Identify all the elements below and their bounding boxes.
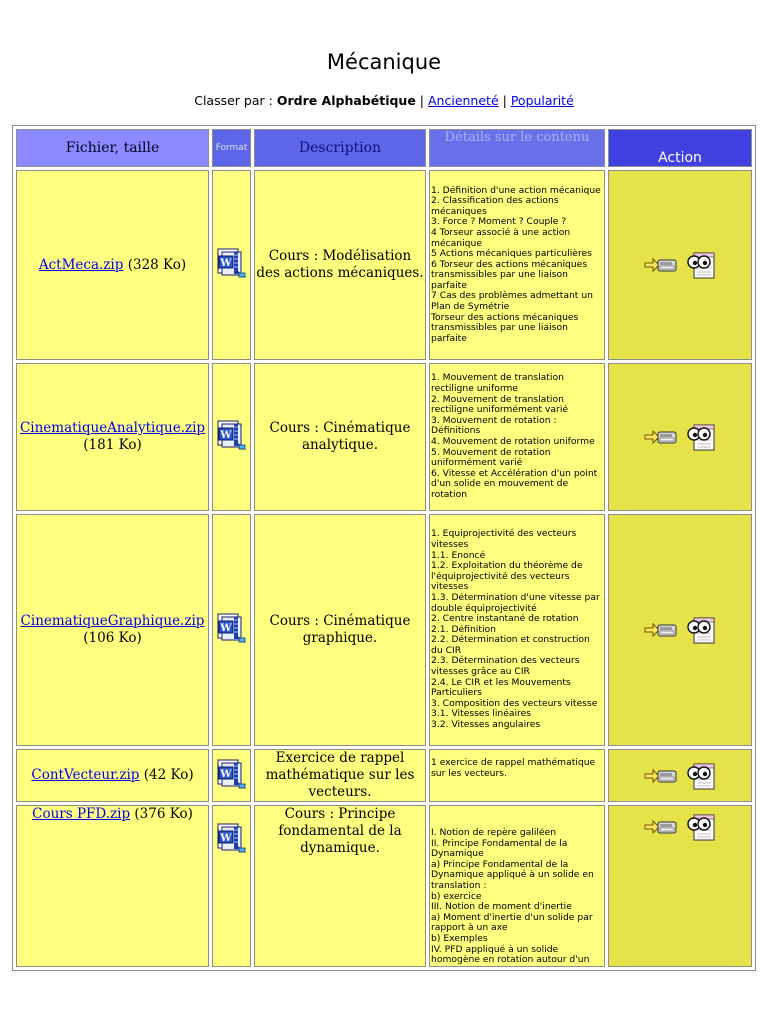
header-action: Action	[608, 129, 752, 167]
description-cell: Cours : Modélisation des actions mécaniques.	[254, 170, 426, 360]
details-cell	[429, 749, 605, 802]
action-cell	[608, 363, 752, 511]
download-icon[interactable]	[644, 426, 678, 448]
table-row	[16, 749, 752, 802]
action-cell	[608, 514, 752, 746]
format-cell	[212, 363, 251, 511]
header-format: Format	[212, 129, 251, 167]
sort-link-popularite[interactable]: Popularité	[510, 93, 574, 108]
sort-bar	[0, 93, 768, 108]
word-zip-icon[interactable]	[217, 247, 247, 279]
details-cell	[429, 170, 605, 360]
sort-prefix: Classer par :	[194, 93, 273, 108]
file-cell	[16, 363, 209, 511]
file-link[interactable]: ActMeca.zip	[38, 256, 124, 273]
file-size: (181 Ko)	[83, 437, 142, 453]
file-size: (42 Ko)	[143, 767, 194, 783]
details-cell	[429, 514, 605, 746]
details-text: I. Notion de repère galiléen II. Principe Fondamental de la Dynamique a) Principe Fondamental de la Dynamique appliqué à un solide en translation : b) exercice III. Notion de moment d'inertie a) Moment d'inertie d'un solide par rapport à un axe b) Exemples IV. PFD appliqué à un solide homogène en rotation autour d'un	[431, 827, 594, 966]
details-text: 1 exercice de rappel mathématique sur les vecteurs.	[431, 757, 596, 779]
download-icon[interactable]	[644, 816, 678, 838]
download-icon[interactable]	[644, 254, 678, 276]
details-cell	[429, 363, 605, 511]
action-cell	[608, 170, 752, 360]
details-cell	[429, 805, 605, 967]
files-table	[12, 125, 756, 971]
sort-current: Ordre Alphabétique	[276, 93, 416, 108]
download-icon[interactable]	[644, 765, 678, 787]
format-cell	[212, 805, 251, 967]
file-size: (106 Ko)	[83, 630, 142, 646]
table-row	[16, 363, 752, 511]
view-icon[interactable]	[686, 761, 716, 791]
description-cell: Cours : Cinématique graphique.	[254, 514, 426, 746]
description-cell: Cours : Principe fondamental de la dynamique.	[254, 805, 426, 967]
view-icon[interactable]	[686, 422, 716, 452]
header-details: Détails sur le contenu	[429, 129, 605, 167]
file-link[interactable]: Cours PFD.zip	[32, 806, 131, 822]
file-cell	[16, 170, 209, 360]
description-cell: Exercice de rappel mathématique sur les vecteurs.	[254, 749, 426, 802]
details-text: 1. Définition d'une action mécanique 2. Classification des actions mécaniques 3. Force ? Moment ? Couple ? 4 Torseur associé à une action mécanique 5 Actions mécaniques particulières 6 Torseur des actions mécaniques transmissibles par une liaison parfaite 7 Cas des problèmes admettant un Plan de Symétrie Torseur des actions mécaniques transmissibles par une liaison parfaite	[431, 184, 601, 344]
download-icon[interactable]	[644, 619, 678, 641]
view-icon[interactable]	[686, 615, 716, 645]
file-link[interactable]: CinematiqueGraphique.zip	[20, 613, 205, 629]
file-size: (328 Ko)	[127, 256, 187, 273]
format-cell	[212, 749, 251, 802]
file-cell	[16, 514, 209, 746]
file-link[interactable]: CinematiqueAnalytique.zip	[19, 420, 206, 436]
table-row	[16, 170, 752, 360]
file-cell	[16, 805, 209, 967]
header-file: Fichier, taille	[16, 129, 209, 167]
view-icon[interactable]	[686, 812, 716, 842]
word-zip-icon[interactable]	[217, 612, 247, 644]
table-header-row	[16, 129, 752, 167]
page-title: Mécanique	[326, 50, 442, 74]
format-cell	[212, 170, 251, 360]
details-text: 1. Equiprojectivité des vecteurs vitesses 1.1. Enoncé 1.2. Exploitation du théorème de l'équiprojectivité des vecteurs vitesses 1.3. Détermination d'une vitesse par double équiprojectivité 2. Centre instantané de rotation 2.1. Définition 2.2. Détermination et construction du CIR 2.3. Détermination des vecteurs vitesses grâce au CIR 2.4. Le CIR et les Mouvements Particuliers 3. Composition des vecteurs vitesse 3.1. Vitesses linéaires 3.2. Vitesses angulaires	[431, 528, 600, 731]
file-cell	[16, 749, 209, 802]
header-description: Description	[254, 129, 426, 167]
sort-separator: |	[502, 93, 507, 108]
sort-link-anciennete[interactable]: Ancienneté	[428, 93, 499, 108]
action-cell	[608, 805, 752, 967]
details-text: 1. Mouvement de translation rectiligne uniforme 2. Mouvement de translation rectiligne uniformément varié 3. Mouvement de rotation : Définitions 4. Mouvement de rotation uniforme 5. Mouvement de rotation uniformément varié 6. Vitesse et Accélération d'un point d'un solide en mouvement de rotation	[431, 372, 598, 500]
word-zip-icon[interactable]	[217, 822, 247, 854]
table-row	[16, 805, 752, 967]
sort-separator: |	[419, 93, 425, 108]
format-cell	[212, 514, 251, 746]
table-row	[16, 514, 752, 746]
word-zip-icon[interactable]	[217, 758, 247, 790]
word-zip-icon[interactable]	[217, 419, 247, 451]
action-cell	[608, 749, 752, 802]
file-link[interactable]: ContVecteur.zip	[31, 767, 140, 783]
view-icon[interactable]	[686, 250, 716, 280]
file-size: (376 Ko)	[134, 806, 193, 822]
description-cell: Cours : Cinématique analytique.	[254, 363, 426, 511]
